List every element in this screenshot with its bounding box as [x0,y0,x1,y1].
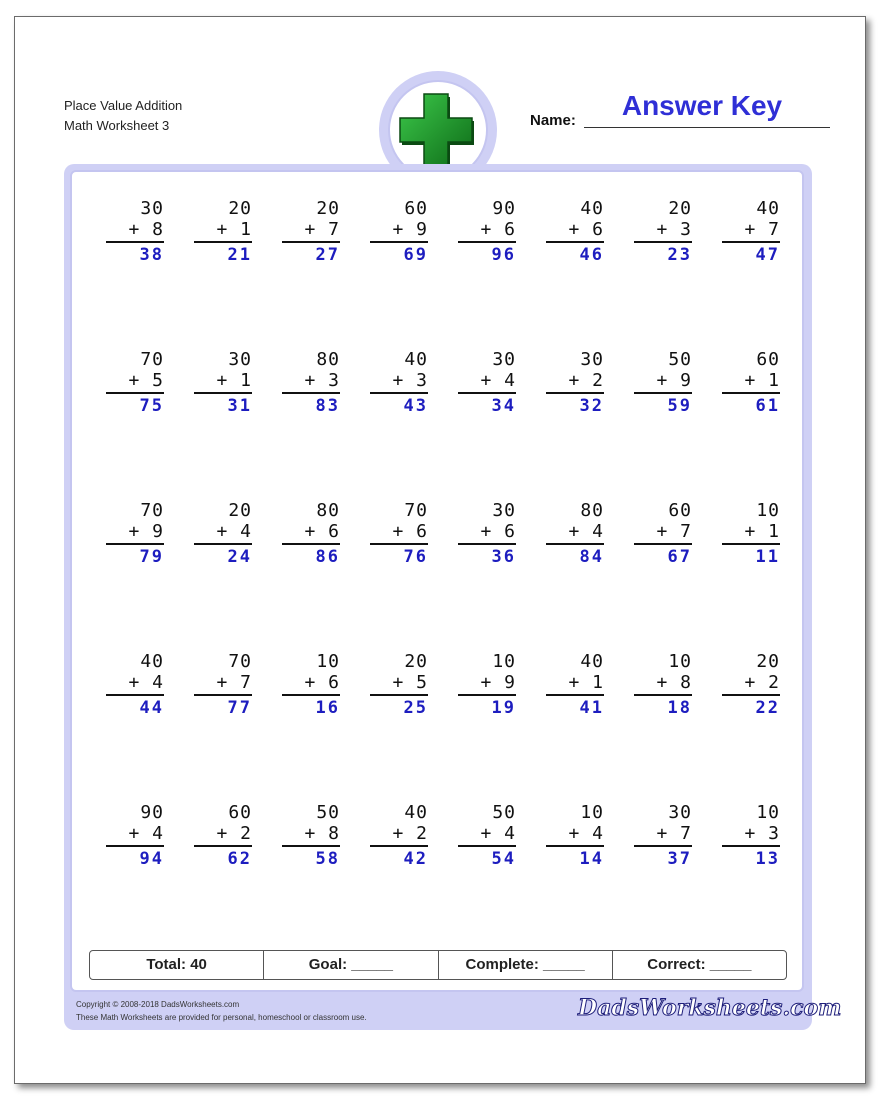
problem-2-4 [370,349,428,418]
problem-2-1 [106,349,164,418]
addend-top: 20 [404,651,428,672]
addend-bottom: + 4 [568,521,604,542]
problem-1-6 [546,198,604,267]
problem-2-5 [458,349,516,418]
answer: 21 [227,245,252,265]
answer: 36 [491,547,516,567]
addend-top: 70 [140,500,164,521]
addend-top: 70 [140,349,164,370]
answer: 46 [579,245,604,265]
addend-bottom: + 4 [480,370,516,391]
usage-notice: These Math Worksheets are provided for personal, homeschool or classroom use. [76,1013,367,1022]
addend-bottom: + 9 [480,672,516,693]
answer: 41 [579,698,604,718]
addend-bottom: + 1 [216,370,252,391]
addend-bottom: + 2 [216,823,252,844]
problem-5-7 [634,802,692,871]
addend-bottom: + 4 [128,672,164,693]
addend-bottom: + 3 [744,823,780,844]
addend-bottom: + 1 [744,521,780,542]
addend-bottom: + 3 [304,370,340,391]
answer: 25 [403,698,428,718]
addend-bottom: + 6 [304,521,340,542]
footer-text [76,998,367,1024]
addend-bottom: + 8 [128,219,164,240]
addend-bottom: + 4 [128,823,164,844]
problem-3-1 [106,500,164,569]
problem-4-3 [282,651,340,720]
name-label: Name: [530,112,576,129]
problem-1-5 [458,198,516,267]
answer: 83 [315,396,340,416]
answer: 94 [139,849,164,869]
problem-5-3 [282,802,340,871]
answer: 34 [491,396,516,416]
addend-bottom: + 1 [216,219,252,240]
answer: 27 [315,245,340,265]
addend-bottom: + 6 [392,521,428,542]
addend-top: 60 [228,802,252,823]
addend-top: 70 [228,651,252,672]
problem-5-4 [370,802,428,871]
addend-bottom: + 7 [656,823,692,844]
problems-area [70,170,804,992]
problem-4-4 [370,651,428,720]
problem-2-2 [194,349,252,418]
problem-2-7 [634,349,692,418]
answer: 79 [139,547,164,567]
problem-1-2 [194,198,252,267]
score-complete: Complete: _____ [439,951,613,979]
addend-top: 80 [580,500,604,521]
addend-top: 20 [228,500,252,521]
answer: 32 [579,396,604,416]
addend-top: 10 [580,802,604,823]
problem-4-5 [458,651,516,720]
site-logo: DadsWorksheets.com [578,995,842,1021]
answer: 44 [139,698,164,718]
addend-bottom: + 3 [656,219,692,240]
addend-bottom: + 8 [304,823,340,844]
addend-bottom: + 1 [744,370,780,391]
problem-3-7 [634,500,692,569]
addend-bottom: + 8 [656,672,692,693]
problem-2-8 [722,349,780,418]
problem-1-4 [370,198,428,267]
answer-key-text: Answer Key [621,90,783,121]
title-line-1: Place Value Addition [64,98,183,113]
score-bar [89,950,787,980]
answer: 76 [403,547,428,567]
addend-top: 90 [140,802,164,823]
addend-top: 60 [668,500,692,521]
problem-3-8 [722,500,780,569]
addend-bottom: + 7 [304,219,340,240]
answer: 77 [227,698,252,718]
addend-top: 40 [756,198,780,219]
addend-top: 30 [140,198,164,219]
problem-5-6 [546,802,604,871]
addend-top: 10 [668,651,692,672]
addend-top: 20 [668,198,692,219]
score-total: Total: 40 [90,951,264,979]
problem-1-1 [106,198,164,267]
problem-1-8 [722,198,780,267]
answer: 16 [315,698,340,718]
addend-top: 40 [580,198,604,219]
addend-top: 20 [228,198,252,219]
addend-top: 60 [404,198,428,219]
answer: 54 [491,849,516,869]
addend-bottom: + 7 [656,521,692,542]
answer: 14 [579,849,604,869]
answer: 19 [491,698,516,718]
addend-bottom: + 6 [304,672,340,693]
addend-top: 10 [316,651,340,672]
problem-4-2 [194,651,252,720]
answer: 61 [755,396,780,416]
answer: 24 [227,547,252,567]
answer: 38 [139,245,164,265]
answer: 13 [755,849,780,869]
addend-top: 90 [492,198,516,219]
addend-top: 40 [404,802,428,823]
problem-3-3 [282,500,340,569]
addend-top: 20 [316,198,340,219]
addend-top: 20 [756,651,780,672]
addend-top: 30 [580,349,604,370]
answer: 67 [667,547,692,567]
problem-3-5 [458,500,516,569]
addend-top: 10 [756,802,780,823]
answer: 23 [667,245,692,265]
addend-bottom: + 2 [744,672,780,693]
copyright-text: Copyright © 2008-2018 DadsWorksheets.com [76,1000,240,1009]
answer: 22 [755,698,780,718]
problem-3-6 [546,500,604,569]
addend-top: 10 [492,651,516,672]
answer: 59 [667,396,692,416]
score-goal: Goal: _____ [264,951,438,979]
answer: 31 [227,396,252,416]
addend-bottom: + 4 [480,823,516,844]
problem-2-6 [546,349,604,418]
addend-top: 30 [492,500,516,521]
addend-top: 80 [316,349,340,370]
answer: 69 [403,245,428,265]
addend-bottom: + 9 [128,521,164,542]
addend-top: 70 [404,500,428,521]
answer: 58 [315,849,340,869]
answer: 11 [755,547,780,567]
name-line [584,127,830,128]
answer: 42 [403,849,428,869]
addend-bottom: + 1 [568,672,604,693]
answer: 84 [579,547,604,567]
addend-bottom: + 6 [568,219,604,240]
addend-top: 10 [756,500,780,521]
addend-top: 50 [668,349,692,370]
addend-bottom: + 4 [216,521,252,542]
addend-bottom: + 7 [744,219,780,240]
answer: 37 [667,849,692,869]
addend-bottom: + 7 [216,672,252,693]
answer: 62 [227,849,252,869]
answer: 86 [315,547,340,567]
addend-top: 50 [316,802,340,823]
addend-top: 80 [316,500,340,521]
problem-5-1 [106,802,164,871]
worksheet-title [64,96,182,136]
addend-bottom: + 2 [392,823,428,844]
addend-bottom: + 9 [656,370,692,391]
addend-top: 30 [492,349,516,370]
answer: 43 [403,396,428,416]
problem-4-1 [106,651,164,720]
answer: 18 [667,698,692,718]
addend-top: 60 [756,349,780,370]
addend-top: 50 [492,802,516,823]
addend-bottom: + 5 [128,370,164,391]
answer: 75 [139,396,164,416]
problem-1-3 [282,198,340,267]
score-correct: Correct: _____ [647,956,752,973]
answer: 47 [755,245,780,265]
problem-5-5 [458,802,516,871]
answer: 96 [491,245,516,265]
problem-4-7 [634,651,692,720]
addend-bottom: + 4 [568,823,604,844]
problem-2-3 [282,349,340,418]
problem-3-4 [370,500,428,569]
problem-1-7 [634,198,692,267]
addend-bottom: + 3 [392,370,428,391]
addend-top: 30 [228,349,252,370]
problem-4-6 [546,651,604,720]
problem-5-8 [722,802,780,871]
addend-bottom: + 6 [480,219,516,240]
plus-icon [396,90,476,170]
addend-bottom: + 2 [568,370,604,391]
addend-bottom: + 5 [392,672,428,693]
addend-bottom: + 6 [480,521,516,542]
addend-top: 40 [580,651,604,672]
addend-bottom: + 9 [392,219,428,240]
title-line-2: Math Worksheet 3 [64,118,170,133]
problem-4-8 [722,651,780,720]
addend-top: 40 [140,651,164,672]
problem-3-2 [194,500,252,569]
addend-top: 30 [668,802,692,823]
addend-top: 40 [404,349,428,370]
problem-5-2 [194,802,252,871]
